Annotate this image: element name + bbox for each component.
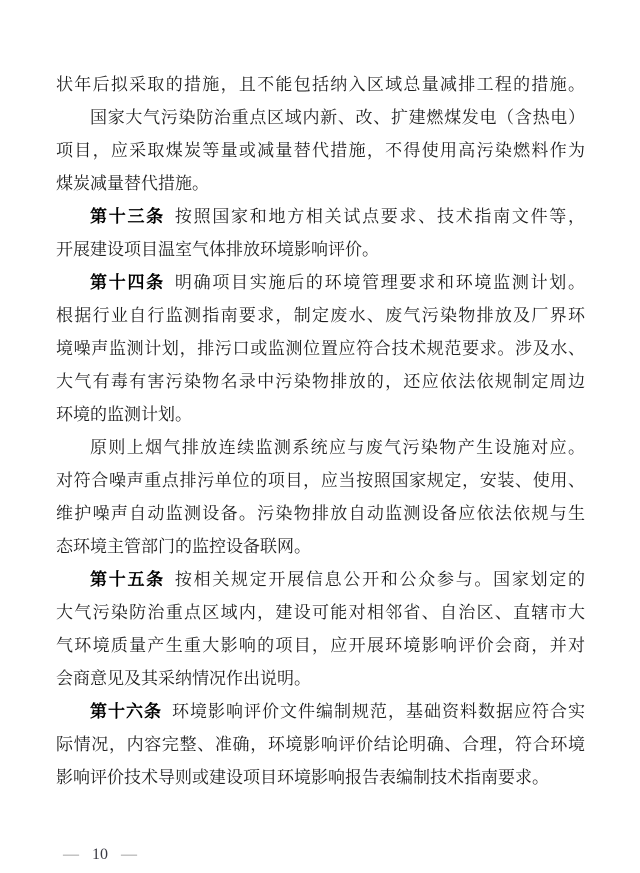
text-line: [56, 101, 585, 134]
line-text: 开展建设项目温室气体排放环境影响评价。: [56, 240, 379, 259]
text-line: [56, 398, 585, 431]
line-text: 境噪声监测计划，排污口或监测位置应符合技术规范要求。涉及水、: [56, 339, 585, 358]
line-text: 按照国家和地方相关试点要求、技术指南文件等，: [174, 207, 585, 226]
text-line: [56, 530, 585, 563]
line-text: 环境的监测计划。: [56, 405, 192, 424]
line-text: 按相关规定开展信息公开和公众参与。国家划定的: [174, 570, 585, 589]
text-line: [56, 761, 585, 794]
article-15-number: 第十五条: [90, 570, 165, 589]
text-line: [56, 332, 585, 365]
text-line: [56, 596, 585, 629]
line-text: 会商意见及其采纳情况作出说明。: [56, 669, 311, 688]
text-line: [56, 200, 585, 233]
line-text: 对符合噪声重点排污单位的项目，应当按照国家规定，安装、使用、: [56, 471, 585, 490]
text-line: [56, 365, 585, 398]
page-footer: [63, 845, 137, 865]
document-body: [56, 68, 585, 794]
text-line: [56, 728, 585, 761]
text-line: [56, 662, 585, 695]
line-text: 影响评价技术导则或建设项目环境影响报告表编制技术指南要求。: [56, 768, 549, 787]
text-line: [56, 167, 585, 200]
line-text: 项目，应采取煤炭等量或减量替代措施，不得使用高污染燃料作为: [56, 141, 585, 160]
article-16-number: 第十六条: [90, 702, 162, 721]
line-text: 环境影响评价文件编制规范，基础资料数据应符合实: [172, 702, 585, 721]
page-number: 10: [92, 846, 108, 863]
text-line: [56, 299, 585, 332]
text-line: [56, 695, 585, 728]
text-line: [56, 134, 585, 167]
line-text: 国家大气污染防治重点区域内新、改、扩建燃煤发电（含热电）: [90, 108, 585, 127]
line-text: 原则上烟气排放连续监测系统应与废气污染物产生设施对应。: [90, 438, 585, 457]
line-text: 际情况，内容完整、准确，环境影响评价结论明确、合理，符合环境: [56, 735, 585, 754]
footer-right-dash: —: [121, 846, 137, 863]
article-14-number: 第十四条: [90, 273, 165, 292]
line-text: 状年后拟采取的措施，且不能包括纳入区域总量减排工程的措施。: [56, 75, 585, 94]
line-text: 大气有毒有害污染物名录中污染物排放的，还应依法依规制定周边: [56, 372, 585, 391]
article-13-number: 第十三条: [90, 207, 165, 226]
line-text: 维护噪声自动监测设备。污染物排放自动监测设备应依法依规与生: [56, 504, 585, 523]
line-text: 煤炭减量替代措施。: [56, 174, 209, 193]
line-text: 大气污染防治重点区域内，建设可能对相邻省、自治区、直辖市大: [56, 603, 585, 622]
footer-left-dash: —: [63, 846, 79, 863]
text-line: [56, 266, 585, 299]
line-text: 气环境质量产生重大影响的项目，应开展环境影响评价会商，并对: [56, 636, 585, 655]
text-line: [56, 629, 585, 662]
text-line: [56, 464, 585, 497]
line-text: 明确项目实施后的环境管理要求和环境监测计划。: [174, 273, 585, 292]
text-line: [56, 233, 585, 266]
text-line: [56, 563, 585, 596]
line-text: 态环境主管部门的监控设备联网。: [56, 537, 311, 556]
text-line: [56, 497, 585, 530]
text-line: [56, 431, 585, 464]
line-text: 根据行业自行监测指南要求，制定废水、废气污染物排放及厂界环: [56, 306, 585, 325]
text-line: [56, 68, 585, 101]
